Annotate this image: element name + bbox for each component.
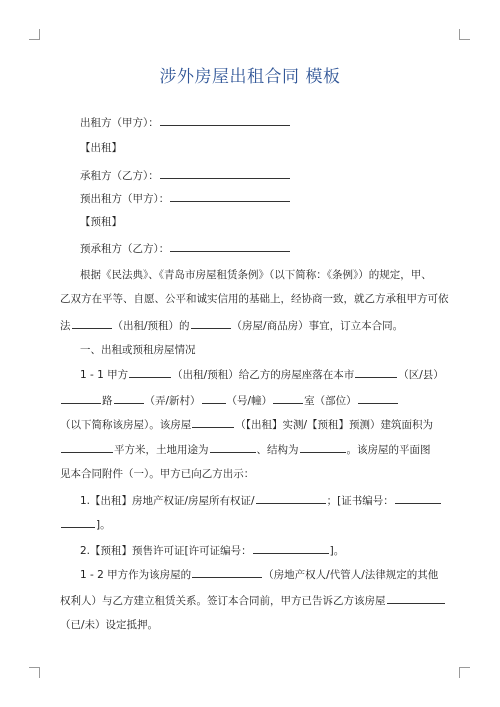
clause-1-1-line-5: 见本合同附件（一）。甲方已向乙方出示： (60, 468, 255, 480)
lessor-label: 出租方（甲方）： (80, 117, 159, 129)
clause-1-2-line-3: （已/未）设定抵押。 (60, 619, 159, 631)
structure-blank[interactable] (300, 442, 346, 453)
clause-1-1-line-1: 1 - 1 甲方 （出租/预租）给乙方的房屋座落在本市 （区/县） (80, 369, 444, 381)
clause-1-2-line-1: 1 - 2 甲方作为该房屋的 （房地产权人/代管人/法律规定的其他 (80, 569, 439, 581)
lane-blank[interactable] (114, 393, 144, 404)
lease-type-blank[interactable] (72, 318, 112, 329)
pre-lessor-blank[interactable] (170, 191, 290, 202)
area-blank[interactable] (61, 442, 113, 453)
preamble-line-2: 乙双方在平等、自愿、公平和诚实信用的基础上，经协商一致，就乙方承租甲方可依 (60, 293, 449, 305)
item-2-line: 2.【预租】预售许可证[许可证编号： ]。 (80, 545, 345, 557)
item-1-continuation: ]。 (60, 517, 450, 532)
section-1-heading: 一、出租或预租房屋情况 (80, 344, 196, 356)
clause-1-2-line-2: 权利人）与乙方建立租赁关系。签订本合同前，甲方已告诉乙方该房屋 (60, 593, 450, 608)
corner-mark-bottom-left (29, 667, 40, 678)
district-blank[interactable] (355, 367, 397, 378)
room-blank[interactable] (273, 393, 303, 404)
pre-lessor-label: 预出租方（甲方）： (80, 193, 170, 205)
corner-mark-bottom-right (459, 667, 470, 678)
road-blank[interactable] (61, 393, 101, 404)
certificate-number-blank[interactable] (395, 493, 441, 504)
property-type-blank[interactable] (191, 318, 231, 329)
lessor-line (80, 115, 470, 130)
corner-mark-top-left (29, 29, 40, 40)
mortgage-blank[interactable] (387, 593, 445, 604)
measure-type-blank[interactable] (192, 417, 234, 428)
pre-lessee-line (80, 241, 470, 256)
presale-permit-blank[interactable] (253, 543, 329, 554)
document-title: 涉外房屋出租合同 模板 (159, 67, 341, 87)
certificate-type-blank[interactable] (256, 493, 326, 504)
preamble-line-1: 根据《民法典》、《青岛市房屋租赁条例》（以下简称：《条例》）的规定，甲、 (80, 269, 432, 281)
clause-1-1-line-4: 平方米，土地用途为 、结构为 。该房屋的平面图 (60, 442, 450, 457)
clause-1-1-line-2: 路 （弄/新村） （号/幢） 室（部位） (60, 393, 450, 408)
clause-1-1-line-3: （以下简称该房屋）。该房屋 （【出租】实测/【预租】预测）建筑面积为 (60, 419, 434, 431)
clause-1-1-type-blank[interactable] (129, 367, 171, 378)
number-blank[interactable] (202, 393, 226, 404)
section-lease-label: 【出租】 (80, 142, 122, 154)
item-1-line: 1.【出租】房地产权证/房屋所有权证/ ；[证书编号： (80, 493, 470, 508)
part-blank[interactable] (358, 393, 398, 404)
corner-mark-top-right (459, 29, 470, 40)
lessee-label: 承租方（乙方）： (80, 170, 159, 182)
preamble-line-3: 法 （出租/预租）的 （房屋/商品房）事宜，订立本合同。 (60, 320, 404, 332)
lessee-blank[interactable] (160, 168, 290, 179)
certificate-number-blank-cont[interactable] (61, 517, 95, 528)
pre-lessor-line (80, 191, 470, 206)
section-prelease-label: 【预租】 (80, 216, 122, 228)
land-use-blank[interactable] (210, 442, 256, 453)
lessor-capacity-blank[interactable] (192, 567, 262, 578)
lessee-line (80, 168, 470, 183)
pre-lessee-label: 预承租方（乙方）： (80, 243, 170, 255)
pre-lessee-blank[interactable] (170, 241, 290, 252)
lessor-blank[interactable] (160, 115, 290, 126)
